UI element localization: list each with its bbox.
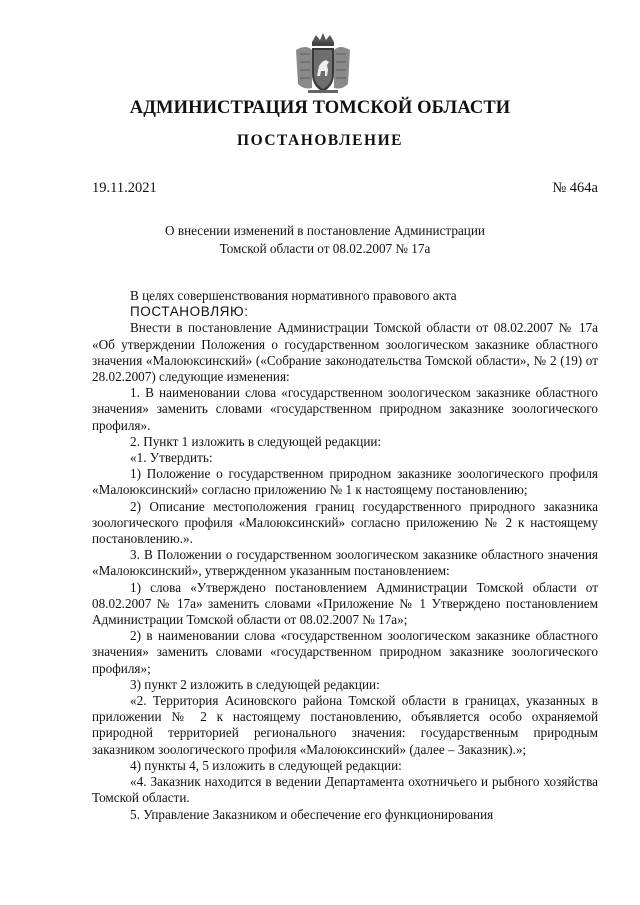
document-number: № 464а bbox=[552, 180, 598, 196]
subject-line: Томской области от 08.02.2007 № 17а bbox=[219, 241, 431, 256]
paragraph: 1) Положение о государственном природном заказнике зоологического профиля «Малоюксинский» согласно приложению № 1 к настоящему постановлению; bbox=[92, 466, 598, 498]
document-body bbox=[92, 288, 598, 823]
paragraph: В целях совершенствования нормативного правового акта bbox=[130, 288, 457, 303]
coat-of-arms-icon bbox=[292, 32, 354, 96]
paragraph: 1) слова «Утверждено постановлением Администрации Томской области от 08.02.2007 № 17а» заменить словами «Приложение № 1 Утверждено постановлением Администрации Томской области от 08.02.2007 № 17а»; bbox=[92, 579, 598, 628]
paragraph: 2. Пункт 1 изложить в следующей редакции: bbox=[130, 433, 382, 449]
paragraph: «1. Утвердить: bbox=[130, 450, 213, 466]
paragraph: 5. Управление Заказником и обеспечение его функционирования bbox=[130, 806, 494, 822]
subject-line: О внесении изменений в постановление Администрации bbox=[165, 223, 485, 238]
organization-title: АДМИНИСТРАЦИЯ ТОМСКОЙ ОБЛАСТИ bbox=[129, 98, 511, 118]
paragraph: «2. Территория Асиновского района Томской области в границах, указанных в приложении № 2 к настоящему постановлению, объявляется особо охраняемой природной территорией регионального значения: государственным природным заказником зоологического профиля «Малоюксинский» (далее – Заказник).»; bbox=[92, 693, 598, 757]
paragraph: 2) в наименовании слова «государственном зоологическом заказнике областного значения» заменить словами «государственном природном заказнике зоологического профиля»; bbox=[92, 628, 598, 676]
paragraph: 1. В наименовании слова «государственном зоологическом заказнике областного значения» заменить словами «государственном природном заказнике зоологического профиля». bbox=[92, 385, 598, 433]
paragraph: 2) Описание местоположения границ государственного природного заказника зоологического профиля «Малоюксинский» согласно приложению № 2 к настоящему постановлению.». bbox=[92, 498, 598, 547]
document-date: 19.11.2021 bbox=[92, 180, 157, 196]
document-subject bbox=[130, 222, 520, 258]
paragraph: 3. В Положении о государственном зоологическом заказнике областного значения «Малоюксинский», утвержденном указанным постановлением: bbox=[92, 547, 598, 579]
paragraph: Внести в постановление Администрации Томской области от 08.02.2007 № 17а «Об утверждении Положения о государственном зоологическом заказнике областного значения «Малоюксинский» («Собрание законодательства Томской области», № 2 (19) от 28.02.2007) следующие изменения: bbox=[92, 320, 598, 385]
paragraph: 3) пункт 2 изложить в следующей редакции: bbox=[130, 676, 380, 692]
paragraph: «4. Заказник находится в ведении Департамента охотничьего и рыбного хозяйства Томской области. bbox=[92, 774, 598, 806]
document-type: ПОСТАНОВЛЕНИЕ bbox=[237, 132, 403, 149]
paragraph-decree: ПОСТАНОВЛЯЮ: bbox=[130, 304, 249, 320]
paragraph: 4) пункты 4, 5 изложить в следующей редакции: bbox=[130, 757, 402, 773]
